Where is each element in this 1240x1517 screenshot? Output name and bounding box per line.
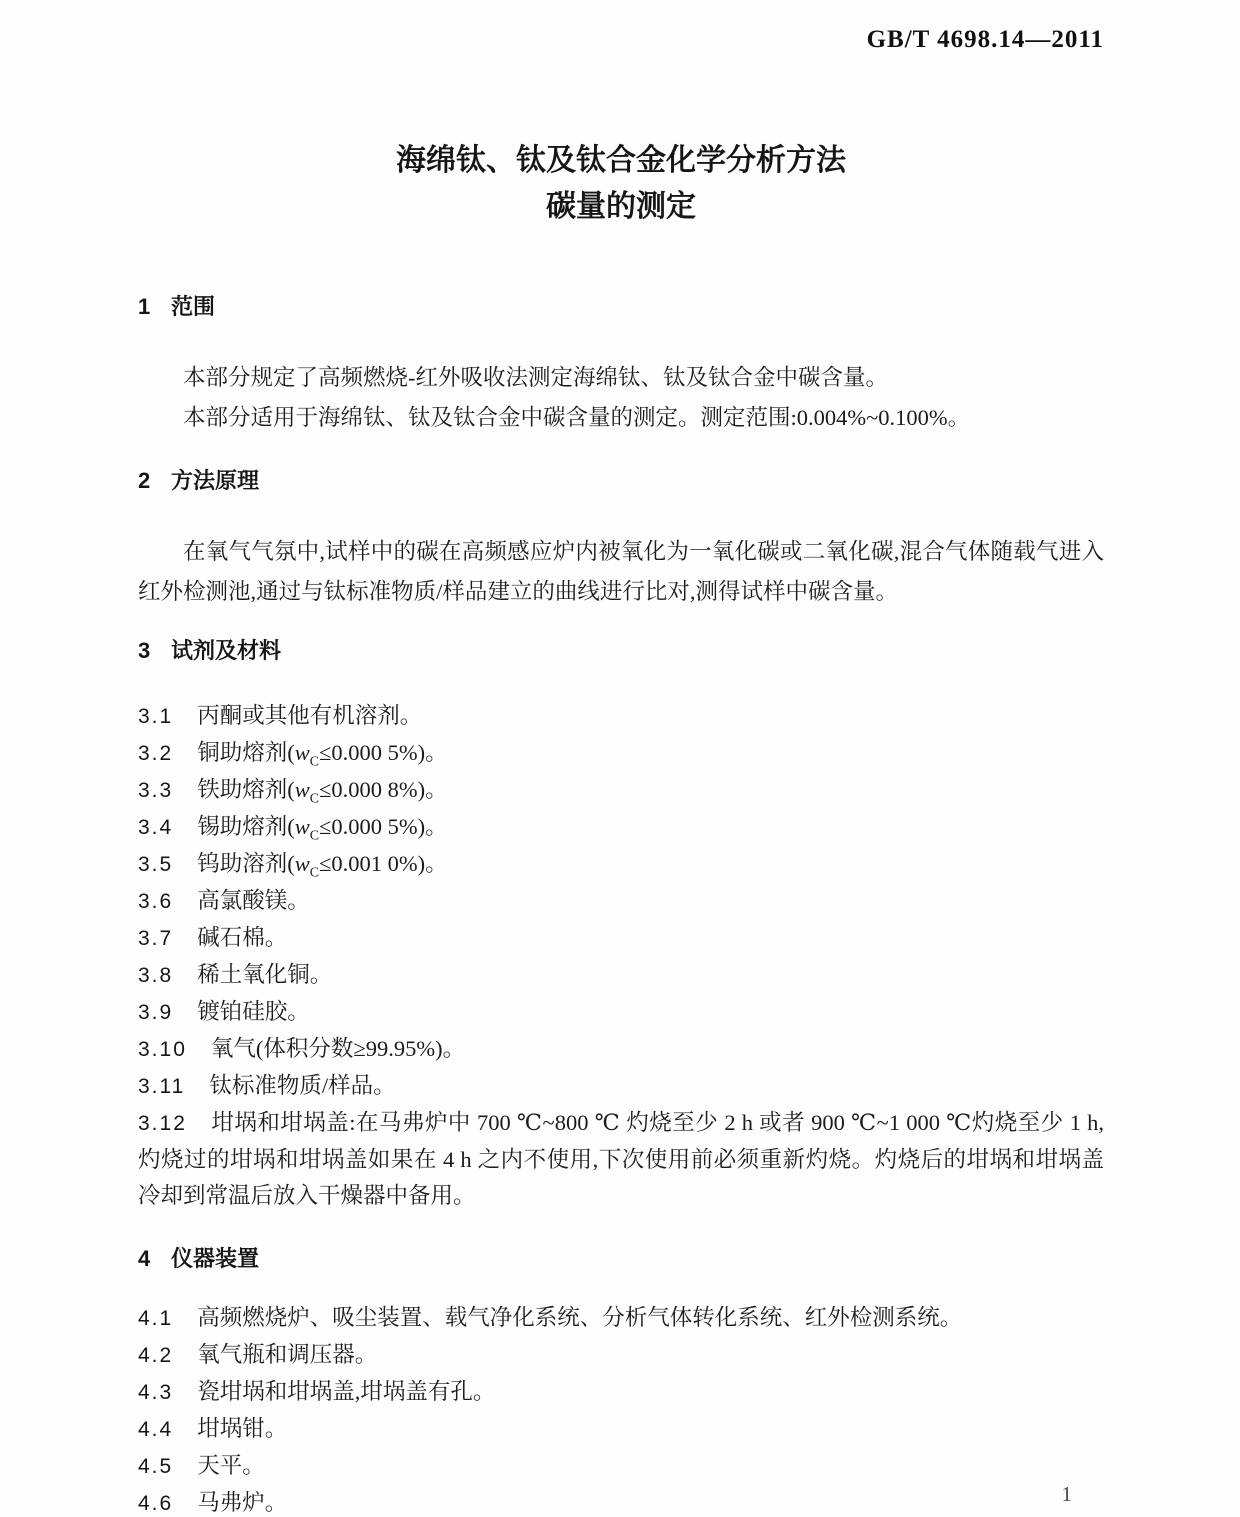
clause-number: 4.4 bbox=[138, 1418, 174, 1441]
clause-number: 4.2 bbox=[138, 1344, 174, 1367]
clause-item bbox=[138, 698, 1104, 735]
clause-text: 碱石棉。 bbox=[197, 925, 288, 950]
clause-text: 坩埚钳。 bbox=[197, 1416, 288, 1441]
section-title: 范围 bbox=[171, 294, 216, 319]
section-title: 仪器装置 bbox=[171, 1246, 260, 1271]
mass-fraction-symbol: w bbox=[294, 851, 310, 876]
clause-item bbox=[138, 957, 1104, 994]
clause-number: 3.1 bbox=[138, 705, 174, 728]
section-3-clause-list bbox=[138, 698, 1104, 1214]
clause-text: 瓷坩埚和坩埚盖,坩埚盖有孔。 bbox=[197, 1379, 496, 1404]
clause-item bbox=[138, 1300, 1104, 1337]
page-number: 1 bbox=[1061, 1482, 1072, 1506]
clause-item bbox=[138, 1105, 1104, 1214]
clause-text: 高氯酸镁。 bbox=[197, 888, 310, 913]
clause-item bbox=[138, 735, 1104, 772]
clause-text: 坩埚和坩埚盖:在马弗炉中 700 ℃~800 ℃ 灼烧至少 2 h 或者 900 ℃~1 000 ℃灼烧至少 1 h,灼烧过的坩埚和坩埚盖如果在 4 h 之内不使用,下次使用前必须重新灼烧。灼烧后的坩埚和坩埚盖冷却到常温后放入干燥器中备用。 bbox=[138, 1110, 1104, 1208]
clause-number: 3.10 bbox=[138, 1038, 187, 1061]
clause-number: 4.3 bbox=[138, 1381, 174, 1404]
clause-number: 4.6 bbox=[138, 1492, 174, 1515]
section-1-paragraph-1: 本部分规定了高频燃烧-红外吸收法测定海绵钛、钛及钛合金中碳含量。 bbox=[183, 365, 888, 390]
clause-item bbox=[138, 1337, 1104, 1374]
section-number: 4 bbox=[138, 1246, 151, 1271]
section-3-heading bbox=[138, 636, 1104, 666]
clause-item bbox=[138, 920, 1104, 957]
clause-number: 3.11 bbox=[138, 1075, 186, 1098]
clause-number: 3.6 bbox=[138, 890, 174, 913]
clause-number: 3.3 bbox=[138, 779, 174, 802]
section-2-heading bbox=[138, 466, 1104, 496]
section-1-paragraph-2: 本部分适用于海绵钛、钛及钛合金中碳含量的测定。测定范围:0.004%~0.100%。 bbox=[183, 405, 971, 430]
section-4-clause-list bbox=[138, 1300, 1104, 1517]
clause-text: 稀土氧化铜。 bbox=[197, 962, 333, 987]
section-4-heading bbox=[138, 1244, 1104, 1274]
document-title-line-1: 海绵钛、钛及钛合金化学分析方法 bbox=[396, 144, 846, 177]
clause-number: 3.9 bbox=[138, 1001, 174, 1024]
section-title: 方法原理 bbox=[171, 468, 260, 493]
mass-fraction-symbol: w bbox=[294, 777, 310, 802]
section-title: 试剂及材料 bbox=[171, 638, 282, 663]
document-title bbox=[138, 138, 1104, 230]
clause-item bbox=[138, 809, 1104, 846]
clause-number: 4.5 bbox=[138, 1455, 174, 1478]
clause-text: 铁助熔剂($w_C\le 0.000$ 8%)。 bbox=[197, 777, 448, 807]
clause-text: 锡助熔剂($w_C\le 0.000$ 5%)。 bbox=[197, 814, 448, 844]
clause-item bbox=[138, 1448, 1104, 1485]
clause-text: 天平。 bbox=[197, 1453, 265, 1478]
clause-text: 丙酮或其他有机溶剂。 bbox=[197, 703, 423, 728]
clause-item bbox=[138, 772, 1104, 809]
clause-text: 铜助熔剂($w_C\le 0.000$ 5%)。 bbox=[197, 740, 448, 770]
clause-number: 3.5 bbox=[138, 853, 174, 876]
clause-item bbox=[138, 846, 1104, 883]
section-number: 2 bbox=[138, 468, 151, 493]
clause-text: 钛标准物质/样品。 bbox=[209, 1073, 396, 1098]
clause-number: 3.12 bbox=[138, 1112, 187, 1135]
clause-text: 高频燃烧炉、吸尘装置、载气净化系统、分析气体转化系统、红外检测系统。 bbox=[197, 1305, 963, 1330]
clause-item bbox=[138, 1374, 1104, 1411]
document-title-line-2: 碳量的测定 bbox=[546, 190, 696, 223]
section-2-paragraph-1: 在氧气气氛中,试样中的碳在高频感应炉内被氧化为一氧化碳或二氧化碳,混合气体随载气进入红外检测池,通过与钛标准物质/样品建立的曲线进行比对,测得试样中碳含量。 bbox=[138, 539, 1104, 604]
clause-number: 3.8 bbox=[138, 964, 174, 987]
clause-text: 镀铂硅胶。 bbox=[197, 999, 310, 1024]
clause-text: 氧气瓶和调压器。 bbox=[197, 1342, 378, 1367]
clause-number: 3.2 bbox=[138, 742, 174, 765]
clause-item bbox=[138, 1485, 1104, 1517]
clause-text: 氧气(体积分数≥99.95%)。 bbox=[210, 1036, 466, 1061]
section-number: 3 bbox=[138, 638, 151, 663]
clause-text: 钨助溶剂($w_C\le 0.001$ 0%)。 bbox=[197, 851, 448, 881]
standard-code: GB/T 4698.14—2011 bbox=[866, 26, 1104, 53]
clause-item bbox=[138, 994, 1104, 1031]
page-content bbox=[138, 0, 1104, 1517]
clause-number: 3.4 bbox=[138, 816, 174, 839]
section-number: 1 bbox=[138, 294, 151, 319]
mass-fraction-symbol: w bbox=[294, 740, 310, 765]
clause-number: 3.7 bbox=[138, 927, 174, 950]
clause-item bbox=[138, 1411, 1104, 1448]
clause-number: 4.1 bbox=[138, 1307, 174, 1330]
clause-item bbox=[138, 1068, 1104, 1105]
clause-item bbox=[138, 1031, 1104, 1068]
clause-text: 马弗炉。 bbox=[197, 1490, 288, 1515]
clause-item bbox=[138, 883, 1104, 920]
mass-fraction-symbol: w bbox=[294, 814, 310, 839]
section-1-heading bbox=[138, 292, 1104, 322]
